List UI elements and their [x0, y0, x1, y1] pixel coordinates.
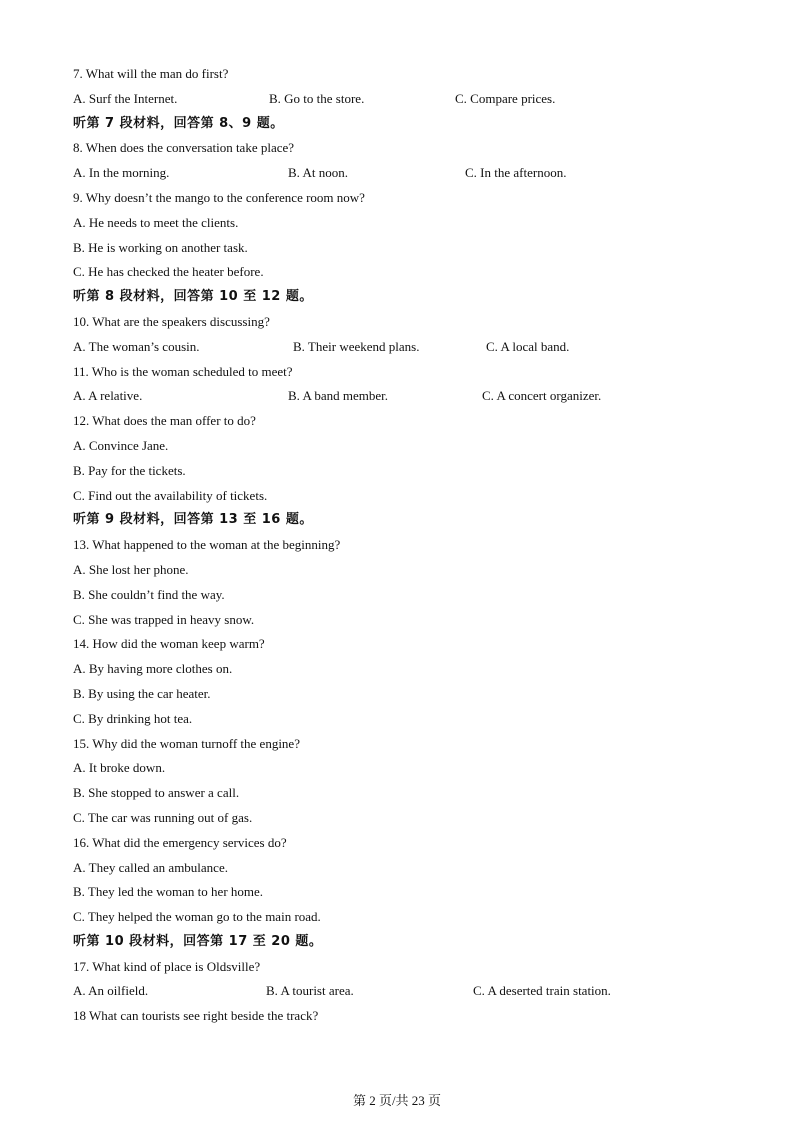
- option-a: A. Surf the Internet.: [73, 90, 178, 106]
- option-c: C. A deserted train station.: [473, 983, 611, 999]
- question-10-options: [73, 335, 753, 360]
- option-b: B. At noon.: [288, 165, 348, 181]
- section-header-7: 听第 7 段材料，回答第 8、9 题。: [73, 115, 284, 131]
- question-13-stem: 13. What happened to the woman at the beginning?: [73, 537, 341, 553]
- option-c: C. She was trapped in heavy snow.: [73, 611, 255, 627]
- option-a: A. An oilfield.: [73, 983, 149, 999]
- option-a: A. In the morning.: [73, 165, 170, 181]
- option-a: A. She lost her phone.: [73, 561, 189, 577]
- question-18-stem: 18 What can tourists see right beside the track?: [73, 1008, 319, 1024]
- option-c: C. Compare prices.: [455, 90, 556, 106]
- option-a: A. A relative.: [73, 388, 143, 404]
- option-c: C. He has checked the heater before.: [73, 264, 264, 280]
- option-a: A. The woman’s cousin.: [73, 338, 200, 354]
- question-17-stem: 17. What kind of place is Oldsville?: [73, 958, 261, 974]
- question-9-stem: 9. Why doesn’t the mango to the conference room now?: [73, 189, 365, 205]
- option-b: B. By using the car heater.: [73, 685, 211, 701]
- option-b: B. They led the woman to her home.: [73, 884, 264, 900]
- option-b: B. She couldn’t find the way.: [73, 586, 225, 602]
- option-c: C. By drinking hot tea.: [73, 710, 193, 726]
- option-c: C. A concert organizer.: [482, 388, 602, 404]
- option-c: C. Find out the availability of tickets.: [73, 487, 268, 503]
- question-14-stem: 14. How did the woman keep warm?: [73, 636, 265, 652]
- section-header-9: 听第 9 段材料，回答第 13 至 16 题。: [73, 512, 313, 528]
- exam-page: [73, 62, 753, 1029]
- question-8-options: [73, 161, 753, 186]
- option-c: C. They helped the woman go to the main road.: [73, 909, 321, 925]
- option-a: A. He needs to meet the clients.: [73, 214, 239, 230]
- page-footer: 第 2 页/共 23 页: [352, 1093, 442, 1108]
- option-b: B. He is working on another task.: [73, 239, 248, 255]
- option-a: A. By having more clothes on.: [73, 661, 233, 677]
- option-b: B. Pay for the tickets.: [73, 462, 186, 478]
- option-b: B. A tourist area.: [266, 983, 354, 999]
- option-b: B. She stopped to answer a call.: [73, 785, 240, 801]
- question-15-stem: 15. Why did the woman turnoff the engine?: [73, 735, 300, 751]
- question-16-stem: 16. What did the emergency services do?: [73, 834, 287, 850]
- question-12-stem: 12. What does the man offer to do?: [73, 413, 256, 429]
- option-c: C. A local band.: [486, 338, 570, 354]
- question-17-options: [73, 979, 753, 1004]
- question-7-options: [73, 87, 753, 112]
- question-10-stem: 10. What are the speakers discussing?: [73, 313, 270, 329]
- option-c: C. In the afternoon.: [465, 165, 567, 181]
- option-b: B. Go to the store.: [269, 90, 365, 106]
- option-b: B. A band member.: [288, 388, 389, 404]
- question-11-options: [73, 384, 753, 409]
- option-a: A. They called an ambulance.: [73, 859, 228, 875]
- section-header-8: 听第 8 段材料，回答第 10 至 12 题。: [73, 289, 313, 305]
- question-8-stem: 8. When does the conversation take place?: [73, 140, 295, 156]
- option-c: C. The car was running out of gas.: [73, 809, 253, 825]
- question-7-stem: 7. What will the man do first?: [73, 66, 229, 81]
- section-header-10: 听第 10 段材料，回答第 17 至 20 题。: [73, 933, 323, 949]
- option-b: B. Their weekend plans.: [293, 338, 420, 354]
- option-a: A. Convince Jane.: [73, 437, 169, 453]
- option-a: A. It broke down.: [73, 760, 166, 776]
- question-11-stem: 11. Who is the woman scheduled to meet?: [73, 363, 293, 379]
